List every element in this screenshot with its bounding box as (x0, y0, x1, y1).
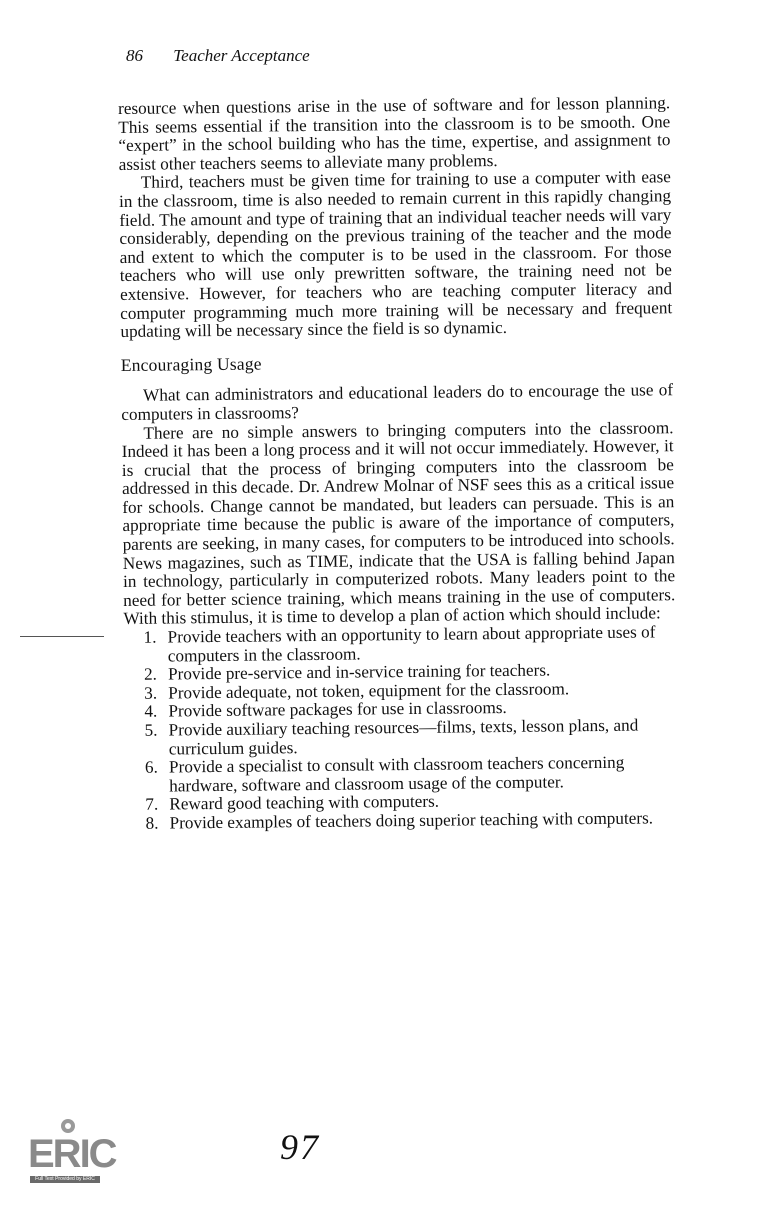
list-item-number: 1. (143, 627, 157, 647)
list-item (145, 753, 677, 796)
eric-logo-word: ERIC (28, 1132, 116, 1176)
list-item (144, 623, 676, 666)
list-item-text: Reward good teaching with computers. (169, 792, 440, 814)
paragraph-4: There are no simple answers to bringing computers into the classroom. Indeed it has been a long process and it will not occur immediately. However, it is crucial that the process of bringing computers into the classroom be addressed in this decade. Dr. Andrew Molnar of NSF sees this as a critical issue for schools. Change cannot be mandated, but leaders can persuade. This is an appropriate time because the public is aware of the importance of computers, parents are seeking, in many cases, for computers to be introduced into schools. News magazines, such as TIME, indicate that the USA is falling behind Japan in technology, particularly in computerized robots. Many leaders point to the need for better science training, which means training in the use of computers. With this stimulus, it is time to develop a plan of action which should include: (121, 417, 676, 629)
list-item-text: Provide teachers with an opportunity to learn about appropriate uses of computers in the classroom. (167, 622, 656, 666)
list-item-number: 5. (144, 720, 158, 740)
running-header (126, 46, 310, 66)
list-item-text: Provide a specialist to consult with classroom teachers concerning hardware, software and classroom usage of the computer. (168, 752, 625, 796)
paragraph-3: What can administrators and educational leaders do to encourage the use of computers in classrooms? (121, 380, 674, 424)
list-item-number: 2. (143, 664, 158, 684)
list-item-number: 4. (144, 702, 158, 722)
running-title: Teacher Acceptance (173, 46, 310, 65)
list-item-text: Provide auxiliary teaching resources—films, texts, lesson plans, and curriculum guides. (168, 715, 639, 759)
list-item-text: Provide software packages for use in classrooms. (168, 698, 507, 721)
header-page-number: 86 (126, 46, 143, 65)
eric-logo-tagline: Full Text Provided by ERIC (30, 1176, 100, 1183)
list-item-text: Provide pre-service and in-service training for teachers. (167, 660, 551, 684)
list-item-number: 7. (145, 794, 159, 815)
section-heading: Encouraging Usage (120, 353, 262, 375)
eric-logo (28, 1118, 116, 1184)
list-item-number: 3. (144, 683, 158, 703)
footer-page-number: 97 (280, 1127, 320, 1167)
list-item-text: Provide examples of teachers doing superior teaching with computers. (169, 808, 654, 833)
list-item-number: 8. (145, 813, 159, 833)
body-text (118, 94, 678, 833)
list-item (145, 809, 677, 833)
paragraph-1: resource when questions arise in the use of software and for lesson planning. This seems essential if the transition into the classroom is to be smooth. One “expert” in the school building who has the time, expertise, and assignment to assist other teachers seems to alleviate many problems. (117, 93, 671, 174)
scan-artifact-line (20, 636, 104, 637)
action-plan-list (124, 623, 678, 833)
list-item-text: Provide adequate, not token, equipment for the classroom. (168, 679, 570, 703)
paragraph-2: Third, teachers must be given time for training to use a computer with ease in the classroom, time is also needed to remain current in this rapidly changing field. The amount and type of training that an individual teacher needs will vary considerably, depending on the previous training of the teacher and the mode and extent to which the computer is to be used in the classroom. For those teachers who will use only prewritten software, the training need not be extensive. However, for teachers who are teaching computer literacy and computer programming much more training will be necessary and frequent updating will be necessary since the field is so dynamic. (118, 167, 673, 342)
list-item-number: 6. (144, 757, 158, 777)
